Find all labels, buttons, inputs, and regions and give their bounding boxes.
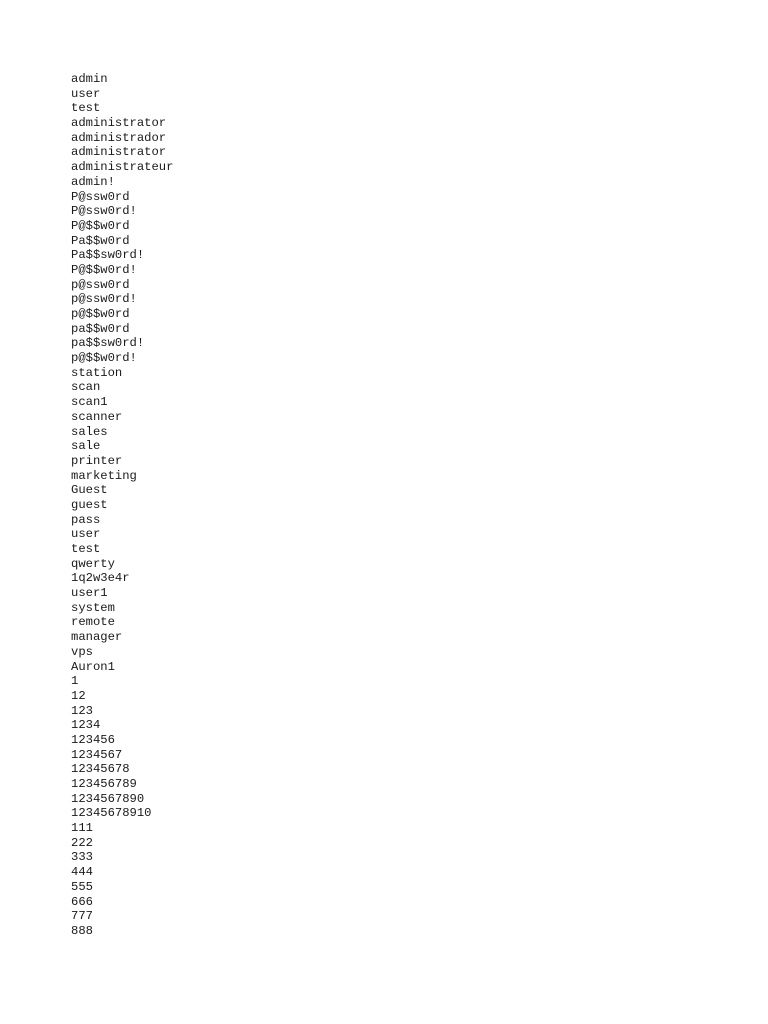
list-item: 1234 bbox=[71, 718, 101, 733]
list-item: administrator bbox=[71, 145, 167, 160]
list-item: 666 bbox=[71, 894, 93, 909]
list-item: 1234567 bbox=[71, 747, 123, 762]
list-item: system bbox=[71, 600, 115, 615]
list-item: test bbox=[71, 101, 101, 116]
list-item: administrateur bbox=[71, 160, 174, 175]
list-item: p@ssw0rd bbox=[71, 277, 130, 292]
list-item: administrator bbox=[71, 116, 167, 131]
list-item: user1 bbox=[71, 586, 108, 601]
list-item: P@$$w0rd! bbox=[71, 262, 137, 277]
list-item: admin! bbox=[71, 174, 115, 189]
list-item: pa$$w0rd bbox=[71, 321, 130, 336]
list-item: 12 bbox=[71, 688, 86, 703]
list-item: 555 bbox=[71, 879, 93, 894]
list-item: scan bbox=[71, 380, 101, 395]
list-item: pa$$sw0rd! bbox=[71, 336, 145, 351]
list-item: qwerty bbox=[71, 556, 115, 571]
list-item: user bbox=[71, 527, 101, 542]
list-item: 111 bbox=[71, 821, 93, 836]
list-item: guest bbox=[71, 497, 108, 512]
list-item: 777 bbox=[71, 909, 93, 924]
list-item: 444 bbox=[71, 865, 93, 880]
list-item: printer bbox=[71, 453, 123, 468]
list-item: P@ssw0rd bbox=[71, 189, 130, 204]
list-item: 12345678910 bbox=[71, 806, 152, 821]
list-item: 1q2w3e4r bbox=[71, 571, 130, 586]
list-item: p@$$w0rd bbox=[71, 307, 130, 321]
list-item: 1 bbox=[71, 674, 79, 689]
list-item: station bbox=[71, 365, 123, 380]
list-item: Pa$$w0rd bbox=[71, 233, 130, 248]
list-item: test bbox=[71, 542, 101, 556]
list-item: 888 bbox=[71, 923, 93, 938]
list-item: P@ssw0rd! bbox=[71, 204, 137, 219]
list-item: scanner bbox=[71, 409, 123, 424]
list-item: administrador bbox=[71, 130, 167, 145]
list-item: pass bbox=[71, 512, 101, 527]
list-item: 123456 bbox=[71, 732, 115, 747]
list-item: manager bbox=[71, 630, 123, 645]
list-item: Pa$$sw0rd! bbox=[71, 248, 145, 263]
list-item: 123 bbox=[71, 703, 93, 718]
list-item: user bbox=[71, 86, 101, 101]
list-item: 1234567890 bbox=[71, 791, 145, 806]
list-item: p@ssw0rd! bbox=[71, 292, 137, 307]
list-item: 222 bbox=[71, 835, 93, 850]
list-item: Guest bbox=[71, 483, 108, 498]
list-item: scan1 bbox=[71, 395, 108, 410]
word-list bbox=[71, 72, 173, 939]
list-item: 123456789 bbox=[71, 777, 137, 791]
list-item: 12345678 bbox=[71, 762, 130, 777]
list-item: 333 bbox=[71, 850, 93, 865]
list-item: admin bbox=[71, 72, 108, 86]
list-item: P@$$w0rd bbox=[71, 218, 130, 233]
list-item: sale bbox=[71, 439, 101, 454]
list-item: vps bbox=[71, 644, 93, 659]
list-item: marketing bbox=[71, 468, 137, 483]
list-item: p@$$w0rd! bbox=[71, 351, 137, 366]
list-item: remote bbox=[71, 615, 115, 630]
list-item: Auron1 bbox=[71, 659, 115, 674]
list-item: sales bbox=[71, 424, 108, 439]
